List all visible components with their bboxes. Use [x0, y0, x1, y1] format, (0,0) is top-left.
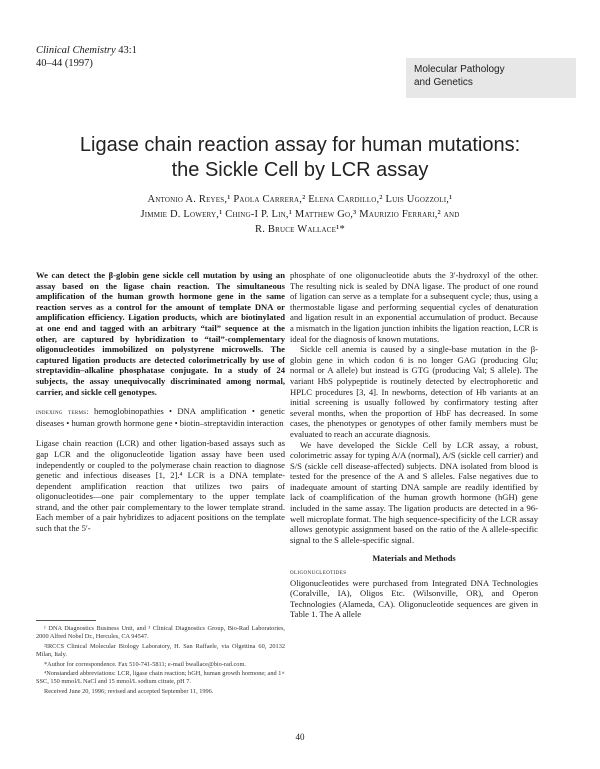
article-title	[20, 133, 580, 183]
footnote-abbreviations: ⁴Nonstandard abbreviations: LCR, ligase chain reaction; hGH, human growth hormone; and 1× SSC, 150 mmol/L NaCl and 15 mmol/L sodium citrate, pH 7.	[36, 670, 285, 686]
indexing-terms-text: hemoglobinopathies • DNA amplification • genetic diseases • human growth hormone gene • biotin–streptavidin interaction	[36, 406, 285, 428]
oligonucleotides-subheading: oligonucleotides	[290, 567, 347, 577]
right-column	[290, 270, 538, 620]
page-number: 40	[295, 732, 305, 742]
footnote-received: Received June 20, 1996; revised and accepted September 11, 1996.	[44, 687, 214, 695]
body-paragraph: phosphate of one oligonucleotide abuts the 3′-hydroxyl of the other. The resulting nick is sealed by DNA ligase. The product of one round of ligation can serve as a template for a subsequent cycle; thus, using a thermostable ligase and performing sequential cycles of denaturation and ligation result in an exponential accumulation of product. Because a mismatch in the ligation junction inhibits the ligation reaction, LCR is ideal for the diagnosis of known mutations.	[290, 270, 538, 344]
author-line3: R. Bruce Wallace¹*	[255, 224, 345, 235]
body-paragraph: Sickle cell anemia is caused by a single-base mutation in the β-globin gene in which codon 6 is no longer GAG (producing Glu; normal or A allele) but instead is GTG (producing Val; S allele). The variant HbS polypeptide is routinely detected by electrophoretic and HPLC procedures [3, 4]. In newborns, detection of Hb variants at an initial screening is usually followed by confirmatory testing after several months, when the proportion of HbF has decreased. In some cases, the phenotypes or genotypes of other family members must be evaluated to reach an accurate diagnosis.	[290, 344, 538, 439]
journal-pages: 40–44 (1997)	[36, 58, 93, 69]
footnotes	[36, 620, 285, 697]
intro-paragraph: Ligase chain reaction (LCR) and other ligation-based assays such as gap LCR and the oligonucleotide ligation assay have been used independently or coupled to the polymerase chain reaction to diagnose genetic and infectious diseases [1, 2].⁴ LCR is a DNA template-dependent amplification reaction that utilizes two pairs of oligonucleotides—one pair complementary to the upper template strand, and the other pair complementary to the lower template strand. Each member of a pair hybridizes to adjacent positions on the template such that the 5′-	[36, 438, 285, 534]
section-label-box	[406, 58, 576, 98]
section-label-line1: Molecular Pathology	[414, 64, 505, 75]
section-label-line2: and Genetics	[414, 77, 473, 88]
left-column	[36, 270, 285, 534]
author-line2: Jimmie D. Lowery,¹ Ching-I P. Lin,¹ Matthew Go,³ Maurizio Ferrari,² and	[140, 209, 460, 220]
journal-volume: 43:1	[115, 45, 137, 56]
abstract: We can detect the β-globin gene sickle cell mutation by using an assay based on the ligase chain reaction. The simultaneous amplification of the human growth hormone gene in the same reaction serves as a control for the amount of template DNA or amplification efficiency. Ligation products, which are biotinylated at one end and tagged with an arbitrary “tail” sequence at the other, are captured by hybridization to “tail”-complementary oligonucleotides immobilized on polystyrene microwells. The captured ligation products are detected colorimetrically by use of streptavidin–alkaline phosphatase conjugate. In a study of 24 subjects, the assay unequivocally discriminated among normal, carrier, and sickle cell genotypes.	[36, 270, 285, 397]
author-line1: Antonio A. Reyes,¹ Paola Carrera,² Elena Cardillo,² Luis Ugozzoli,¹	[147, 194, 453, 205]
indexing-terms-label: indexing terms:	[36, 407, 89, 417]
methods-paragraph: Oligonucleotides were purchased from Integrated DNA Technologies (Coralville, IA), Oligos Etc. (Wilsonville, OR), and Operon Technologies (Alameda, CA). Oligonucleotide sequences are given in Table 1. The A allele	[290, 577, 538, 620]
author-list	[60, 192, 540, 237]
footnote-affiliation-2: ²IRCCS Clinical Molecular Biology Laboratory, H. San Raffaele, via Olgettina 60, 20132 Milan, Italy.	[36, 642, 285, 659]
footnote-correspondence: *Author for correspondence. Fax 510-741-5811; e-mail bwallace@bio-rad.com.	[44, 660, 246, 668]
indexing-terms	[36, 406, 285, 428]
journal-name: Clinical Chemistry	[36, 45, 116, 56]
body-paragraph: We have developed the Sickle Cell by LCR assay, a robust, colorimetric assay for typing A/A (normal), A/S (sickle cell carrier) and S/S (sickle cell disease-affected) subjects. DNA isolated from blood is tested for the presence of the A and S alleles. False negatives due to inadequate amount of starting DNA sample are readily identified by lack of coamplification of the human growth hormone (hGH) gene included in the same assay. The ligation products are detected in a 96-well microplate format. The high sequence-specificity of the LCR assay allows genotypic assignment based on the ratio of the A allele-specific signal to the S allele-specific signal.	[290, 439, 538, 545]
journal-citation	[36, 44, 137, 70]
article-title-line2: the Sickle Cell by LCR assay	[171, 159, 429, 181]
footnote-affiliation-1: ¹ DNA Diagnostics Business Unit, and ³ Clinical Diagnostics Group, Bio-Rad Laboratories, 2000 Alfred Nobel Dr., Hercules, CA 94547.	[36, 625, 285, 641]
article-title-line1: Ligase chain reaction assay for human mutations:	[79, 134, 521, 156]
footnote-rule	[36, 620, 96, 621]
methods-heading: Materials and Methods	[372, 554, 456, 564]
